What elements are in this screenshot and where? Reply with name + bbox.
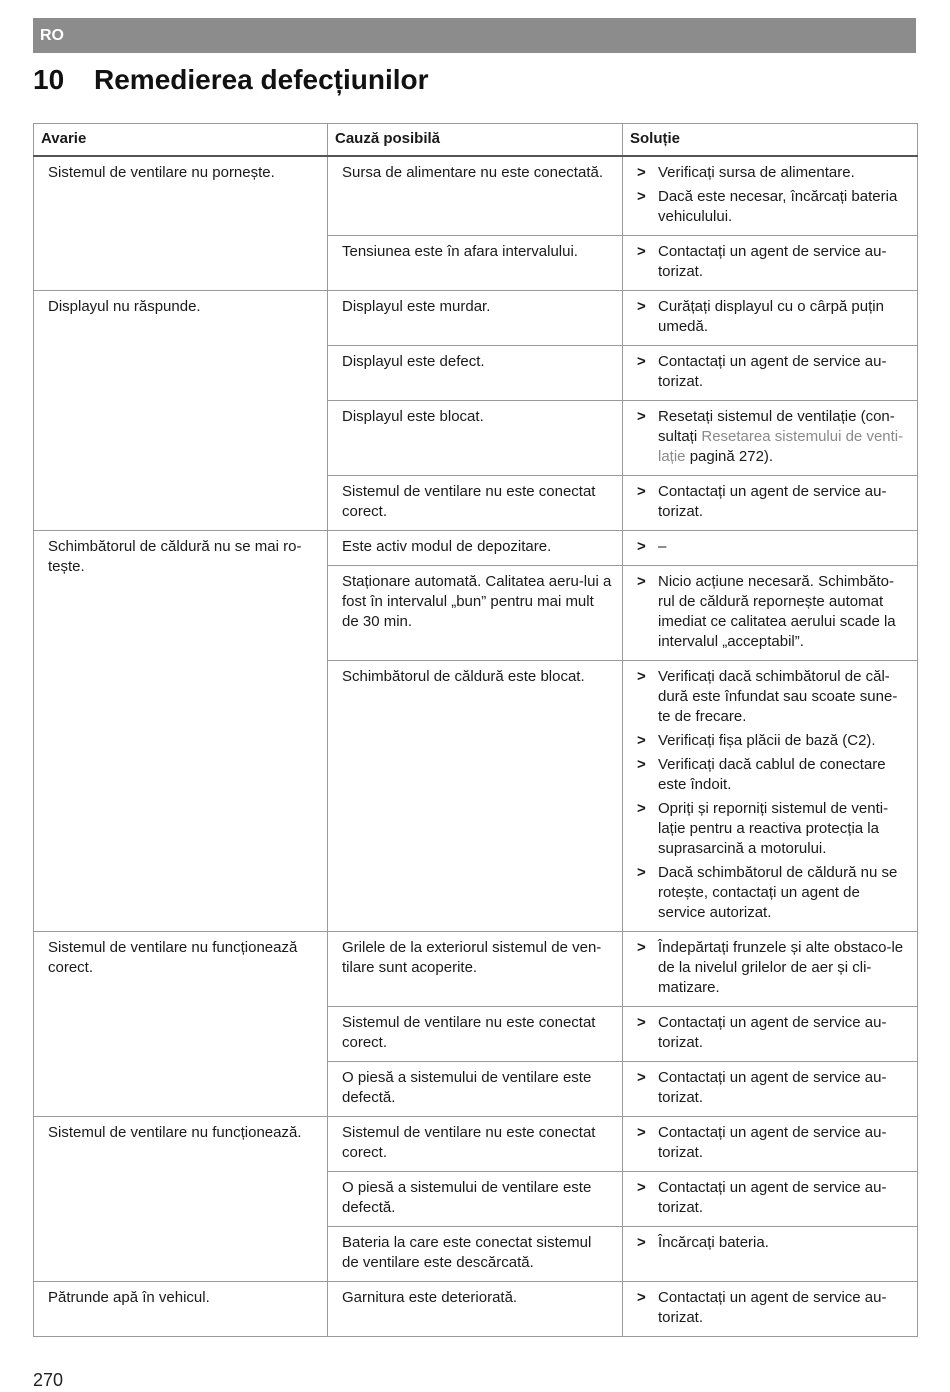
- chevron-right-icon: >: [637, 1069, 646, 1086]
- solution-item: [637, 407, 907, 467]
- table-row: [34, 156, 918, 236]
- solution-list: [637, 482, 907, 522]
- solution-cell: [623, 1282, 918, 1337]
- solution-cell: [623, 346, 918, 401]
- solution-item: [637, 1178, 907, 1218]
- table-row: [34, 531, 918, 566]
- cause-cell: O piesă a sistemului de ventilare este defectă.: [328, 1172, 623, 1227]
- solution-item: [637, 667, 907, 727]
- solution-list: [637, 1233, 907, 1253]
- solution-cell: [623, 401, 918, 476]
- solution-cell: [623, 291, 918, 346]
- fault-cell: Schimbătorul de căldură nu se mai ro-tește.: [34, 531, 328, 932]
- chevron-right-icon: >: [637, 353, 646, 370]
- chevron-right-icon: >: [637, 164, 646, 181]
- fault-cell: Pătrunde apă în vehicul.: [34, 1282, 328, 1337]
- solution-list: [637, 352, 907, 392]
- chevron-right-icon: >: [637, 573, 646, 590]
- solution-item: [637, 938, 907, 998]
- solution-cell: [623, 661, 918, 932]
- solution-cell: [623, 476, 918, 531]
- solution-text: Contactați un agent de service au-torizat.: [658, 1014, 887, 1051]
- solution-list: [637, 407, 907, 467]
- solution-cell: [623, 156, 918, 236]
- page-number: 270: [33, 1370, 64, 1390]
- cause-cell: Sistemul de ventilare nu este conectat corect.: [328, 1117, 623, 1172]
- cause-cell: Staționare automată. Calitatea aeru-lui a fost în intervalul „bun” pentru mai mult de 30 min.: [328, 566, 623, 661]
- cause-cell: Sistemul de ventilare nu este conectat corect.: [328, 476, 623, 531]
- solution-text: Contactați un agent de service au-torizat.: [658, 353, 887, 390]
- chevron-right-icon: >: [637, 668, 646, 685]
- solution-list: [637, 667, 907, 923]
- solution-cell: [623, 1007, 918, 1062]
- solution-text: Nicio acțiune necesară. Schimbăto-rul de căldură repornește automat imediat ce calitatea aerului scade la intervalul „acceptabil”.: [658, 573, 896, 650]
- language-bar: [33, 18, 916, 53]
- cause-cell: O piesă a sistemului de ventilare este defectă.: [328, 1062, 623, 1117]
- solution-item: [637, 1288, 907, 1328]
- solution-text: Verificați sursa de alimentare.: [658, 164, 855, 181]
- chevron-right-icon: >: [637, 800, 646, 817]
- solution-text: pagină 272).: [685, 448, 774, 465]
- solution-text: Resetați sistemul de ventilație (con-sultați: [658, 408, 895, 445]
- solution-list: [637, 297, 907, 337]
- solution-list: [637, 1178, 907, 1218]
- solution-list: [637, 163, 907, 227]
- chevron-right-icon: >: [637, 188, 646, 205]
- cause-cell: Grilele de la exteriorul sistemul de ven-tilare sunt acoperite.: [328, 932, 623, 1007]
- chevron-right-icon: >: [637, 298, 646, 315]
- fault-cell: Sistemul de ventilare nu funcționează.: [34, 1117, 328, 1282]
- solution-text: Dacă schimbătorul de căldură nu se rotește, contactați un agent de service autorizat.: [658, 864, 898, 921]
- solution-item: [637, 187, 907, 227]
- solution-item: [637, 1013, 907, 1053]
- solution-item: [637, 1123, 907, 1163]
- chevron-right-icon: >: [637, 538, 646, 555]
- solution-list: [637, 1013, 907, 1053]
- solution-list: [637, 1123, 907, 1163]
- solution-text: Opriți și reporniți sistemul de venti-lație pentru a reactiva protecția la suprasarcină a motorului.: [658, 800, 889, 857]
- section-title: [33, 64, 429, 96]
- solution-cell: [623, 1172, 918, 1227]
- chevron-right-icon: >: [637, 756, 646, 773]
- solution-text: Contactați un agent de service au-torizat.: [658, 1069, 887, 1106]
- solution-item: [637, 731, 907, 751]
- chevron-right-icon: >: [637, 1289, 646, 1306]
- solution-cell: [623, 236, 918, 291]
- solution-item: [637, 242, 907, 282]
- solution-list: [637, 1288, 907, 1328]
- chevron-right-icon: >: [637, 1179, 646, 1196]
- solution-item: [637, 755, 907, 795]
- solution-cell: [623, 1227, 918, 1282]
- solution-text: Verificați dacă schimbătorul de căl-dură este înfundat sau scoate sune-te de frecare.: [658, 668, 898, 725]
- solution-text: –: [658, 538, 667, 555]
- solution-list: [637, 938, 907, 998]
- fault-cell: Displayul nu răspunde.: [34, 291, 328, 531]
- solution-text: Îndepărtați frunzele și alte obstaco-le de la nivelul grilelor de aer și cli-matizare.: [658, 939, 904, 996]
- solution-text: Verificați dacă cablul de conectare este îndoit.: [658, 756, 886, 793]
- solution-item: [637, 1068, 907, 1108]
- solution-item: [637, 297, 907, 337]
- table-header-row: [34, 124, 918, 157]
- solution-text: Contactați un agent de service au-torizat.: [658, 1124, 887, 1161]
- solution-text: Contactați un agent de service au-torizat.: [658, 483, 887, 520]
- cause-cell: Schimbătorul de căldură este blocat.: [328, 661, 623, 932]
- solution-list: [637, 1068, 907, 1108]
- cause-cell: Displayul este defect.: [328, 346, 623, 401]
- cause-cell: Displayul este murdar.: [328, 291, 623, 346]
- solution-cell: [623, 566, 918, 661]
- solution-item: [637, 537, 907, 557]
- solution-item: [637, 482, 907, 522]
- solution-text: Verificați fișa plăcii de bază (C2).: [658, 732, 876, 749]
- troubleshooting-table: [33, 123, 918, 1337]
- solution-list: [637, 242, 907, 282]
- chevron-right-icon: >: [637, 939, 646, 956]
- chevron-right-icon: >: [637, 243, 646, 260]
- solution-cell: [623, 531, 918, 566]
- table-row: [34, 1117, 918, 1172]
- header-solution: Soluție: [623, 124, 918, 157]
- chevron-right-icon: >: [637, 483, 646, 500]
- chevron-right-icon: >: [637, 408, 646, 425]
- solution-item: [637, 352, 907, 392]
- solution-text: Dacă este necesar, încărcați bateria vehiculului.: [658, 188, 898, 225]
- fault-cell: Sistemul de ventilare nu funcționează corect.: [34, 932, 328, 1117]
- header-fault: Avarie: [34, 124, 328, 157]
- cause-cell: Tensiunea este în afara intervalului.: [328, 236, 623, 291]
- solution-item: [637, 799, 907, 859]
- cause-cell: Sursa de alimentare nu este conectată.: [328, 156, 623, 236]
- solution-cell: [623, 1117, 918, 1172]
- solution-text: Contactați un agent de service au-torizat.: [658, 1289, 887, 1326]
- table-row: [34, 291, 918, 346]
- language-label: RO: [40, 27, 64, 44]
- cross-reference-link[interactable]: Resetarea sistemului de venti-lație: [658, 428, 904, 465]
- solution-item: [637, 163, 907, 183]
- cause-cell: Garnitura este deteriorată.: [328, 1282, 623, 1337]
- chevron-right-icon: >: [637, 1014, 646, 1031]
- section-title-text: Remedierea defecțiunilor: [94, 64, 429, 95]
- header-cause: Cauză posibilă: [328, 124, 623, 157]
- solution-list: [637, 572, 907, 652]
- fault-cell: Sistemul de ventilare nu pornește.: [34, 156, 328, 291]
- table-row: [34, 932, 918, 1007]
- chevron-right-icon: >: [637, 864, 646, 881]
- solution-list: [637, 537, 907, 557]
- solution-text: Contactați un agent de service au-torizat.: [658, 1179, 887, 1216]
- table-row: [34, 1282, 918, 1337]
- chevron-right-icon: >: [637, 1124, 646, 1141]
- solution-text: Contactați un agent de service au-torizat.: [658, 243, 887, 280]
- solution-text: Curățați displayul cu o cârpă puțin umedă.: [658, 298, 884, 335]
- solution-text: Încărcați bateria.: [658, 1234, 769, 1251]
- cause-cell: Bateria la care este conectat sistemul de ventilare este descărcată.: [328, 1227, 623, 1282]
- cause-cell: Sistemul de ventilare nu este conectat corect.: [328, 1007, 623, 1062]
- solution-item: [637, 863, 907, 923]
- cause-cell: Displayul este blocat.: [328, 401, 623, 476]
- section-number: 10: [33, 64, 65, 95]
- chevron-right-icon: >: [637, 732, 646, 749]
- cause-cell: Este activ modul de depozitare.: [328, 531, 623, 566]
- solution-item: [637, 572, 907, 652]
- solution-cell: [623, 1062, 918, 1117]
- chevron-right-icon: >: [637, 1234, 646, 1251]
- solution-cell: [623, 932, 918, 1007]
- solution-item: [637, 1233, 907, 1253]
